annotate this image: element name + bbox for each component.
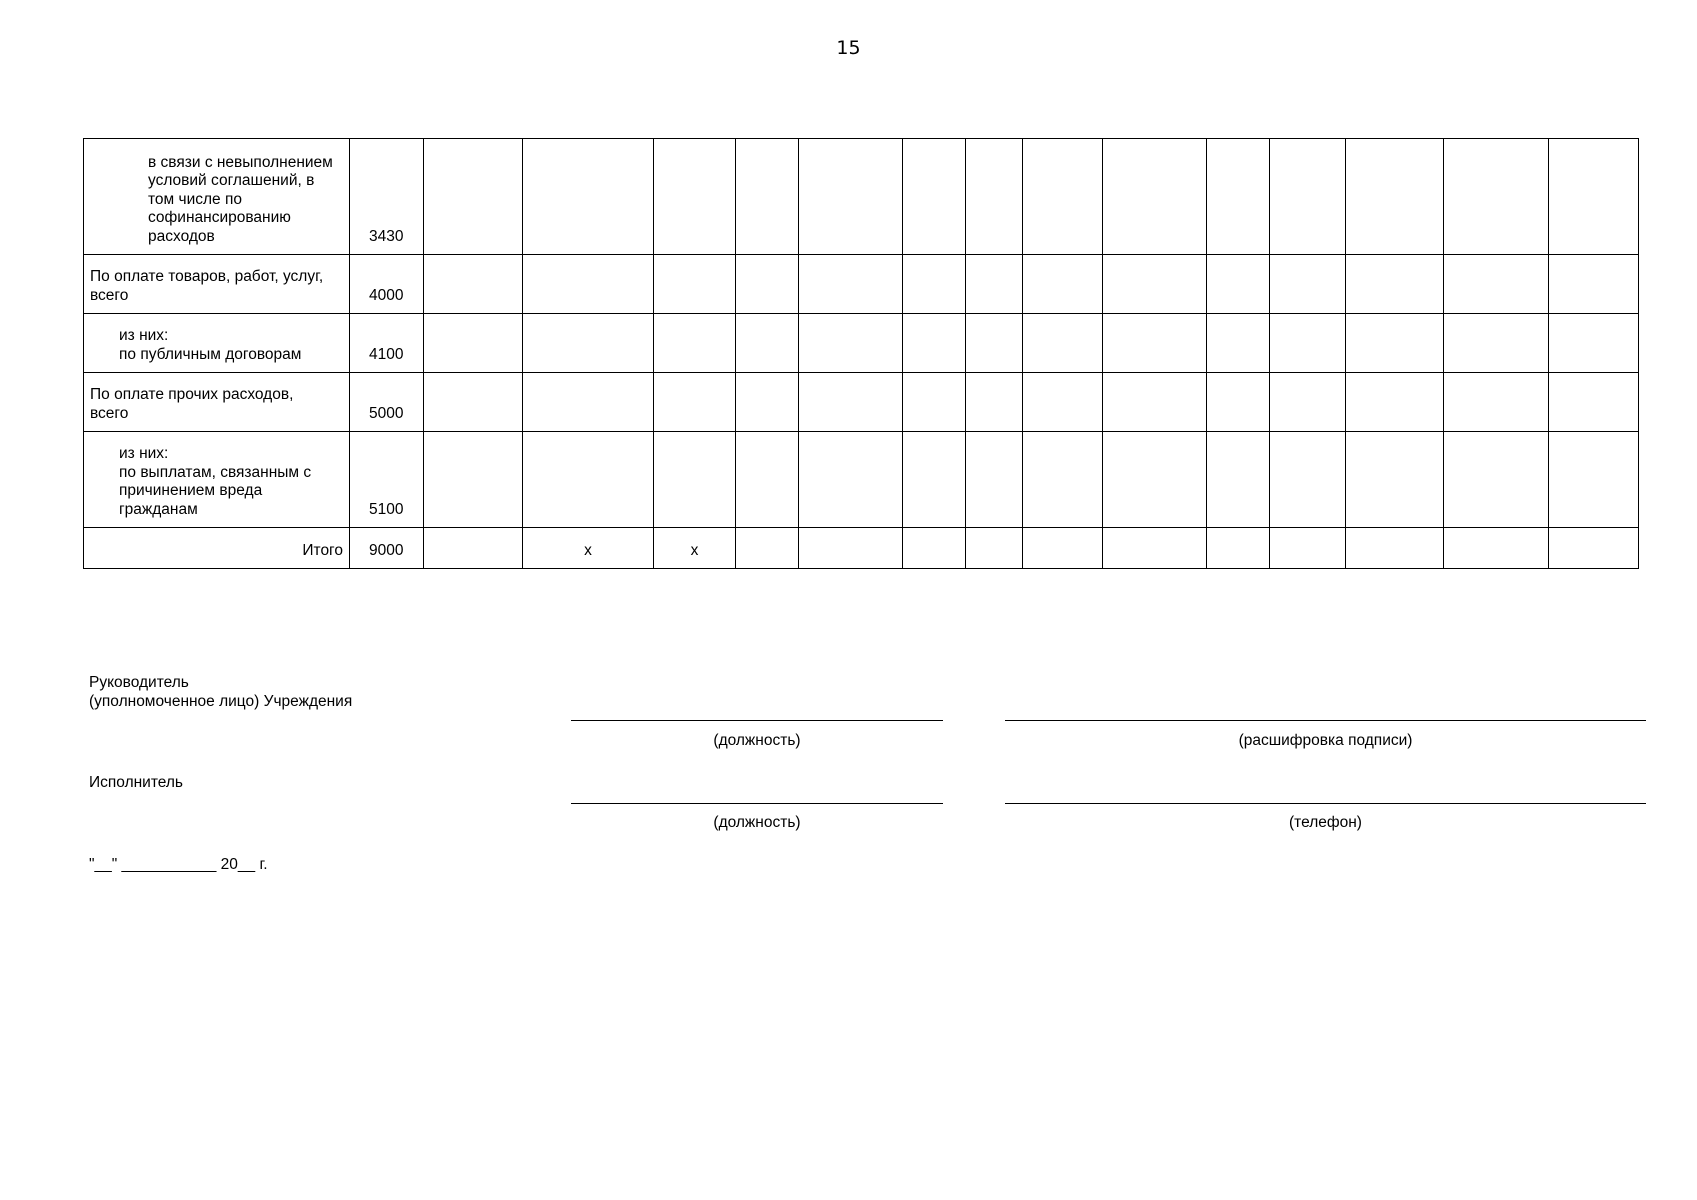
table-cell bbox=[1207, 528, 1270, 569]
table-cell bbox=[1346, 373, 1444, 432]
table-cell bbox=[654, 139, 736, 255]
row-code: 5000 bbox=[350, 373, 424, 432]
table-cell bbox=[1549, 373, 1639, 432]
executor-phone-line bbox=[1005, 803, 1646, 804]
table-cell bbox=[523, 255, 654, 314]
date-line: "__" ___________ 20__ г. bbox=[89, 856, 268, 873]
table-cell bbox=[966, 255, 1023, 314]
table-cell bbox=[799, 314, 903, 373]
table-cell bbox=[1549, 139, 1639, 255]
table-cell bbox=[1207, 373, 1270, 432]
table-cell bbox=[523, 432, 654, 528]
table-cell bbox=[1549, 314, 1639, 373]
table-cell bbox=[1444, 373, 1549, 432]
table-cell bbox=[736, 314, 799, 373]
head-position-line bbox=[571, 720, 943, 721]
report-table-body bbox=[84, 139, 1639, 569]
table-cell bbox=[1270, 432, 1346, 528]
table-cell bbox=[736, 528, 799, 569]
table-cell bbox=[1207, 314, 1270, 373]
table-cell bbox=[424, 255, 523, 314]
table-cell bbox=[966, 528, 1023, 569]
table-cell bbox=[736, 432, 799, 528]
table-cell bbox=[1023, 432, 1103, 528]
table-cell bbox=[523, 139, 654, 255]
row-label: По оплате прочих расходов, всего bbox=[84, 373, 350, 432]
table-cell bbox=[1023, 528, 1103, 569]
table-cell bbox=[966, 373, 1023, 432]
head-decoding-caption: (расшифровка подписи) bbox=[1238, 732, 1413, 749]
table-cell bbox=[1549, 528, 1639, 569]
row-label: Итого bbox=[84, 528, 350, 569]
page-number: 15 bbox=[836, 37, 861, 59]
table-cell bbox=[1270, 139, 1346, 255]
table-row bbox=[84, 432, 1639, 528]
table-cell bbox=[1444, 432, 1549, 528]
table-cell bbox=[903, 373, 966, 432]
table-cell bbox=[736, 373, 799, 432]
table-cell bbox=[966, 139, 1023, 255]
table-cell bbox=[1103, 314, 1207, 373]
table-cell bbox=[1103, 139, 1207, 255]
table-cell bbox=[799, 528, 903, 569]
table-row bbox=[84, 255, 1639, 314]
executor-label: Исполнитель bbox=[89, 774, 183, 791]
table-cell bbox=[1103, 528, 1207, 569]
table-cell bbox=[424, 373, 523, 432]
table-cell bbox=[1270, 255, 1346, 314]
table-cell bbox=[1207, 139, 1270, 255]
executor-position-line bbox=[571, 803, 943, 804]
table-cell bbox=[1103, 373, 1207, 432]
table-cell bbox=[799, 255, 903, 314]
table-cell bbox=[1103, 255, 1207, 314]
table-row bbox=[84, 528, 1639, 569]
table-cell bbox=[424, 528, 523, 569]
table-cell bbox=[799, 432, 903, 528]
report-table bbox=[83, 138, 1639, 569]
table-cell bbox=[1207, 432, 1270, 528]
table-cell bbox=[1346, 314, 1444, 373]
table-cell bbox=[1270, 528, 1346, 569]
table-row bbox=[84, 314, 1639, 373]
table-cell bbox=[1444, 139, 1549, 255]
table-cell bbox=[1346, 432, 1444, 528]
table-cell bbox=[1103, 432, 1207, 528]
table-cell bbox=[903, 432, 966, 528]
table-cell bbox=[1444, 314, 1549, 373]
table-row bbox=[84, 373, 1639, 432]
table-cell bbox=[1207, 255, 1270, 314]
table-cell bbox=[1549, 255, 1639, 314]
table-cell bbox=[1270, 373, 1346, 432]
table-cell bbox=[523, 314, 654, 373]
table-cell bbox=[424, 139, 523, 255]
table-cell: x bbox=[654, 528, 736, 569]
table-cell bbox=[736, 255, 799, 314]
executor-phone-caption: (телефон) bbox=[1289, 814, 1362, 831]
table-cell bbox=[523, 373, 654, 432]
row-code: 3430 bbox=[350, 139, 424, 255]
row-code: 4000 bbox=[350, 255, 424, 314]
row-label: из них: по выплатам, связанным с причинением вреда гражданам bbox=[84, 432, 350, 528]
row-code: 4100 bbox=[350, 314, 424, 373]
row-label: По оплате товаров, работ, услуг, всего bbox=[84, 255, 350, 314]
row-label: из них: по публичным договорам bbox=[84, 314, 350, 373]
table-cell: x bbox=[523, 528, 654, 569]
table-cell bbox=[903, 314, 966, 373]
table-cell bbox=[903, 528, 966, 569]
table-cell bbox=[1023, 139, 1103, 255]
table-cell bbox=[1346, 528, 1444, 569]
executor-position-caption: (должность) bbox=[713, 814, 801, 831]
table-cell bbox=[903, 255, 966, 314]
table-cell bbox=[1023, 255, 1103, 314]
table-cell bbox=[424, 314, 523, 373]
table-row bbox=[84, 139, 1639, 255]
row-code: 9000 bbox=[350, 528, 424, 569]
head-decoding-line bbox=[1005, 720, 1646, 721]
table-cell bbox=[1270, 314, 1346, 373]
table-cell bbox=[654, 314, 736, 373]
table-cell bbox=[1346, 255, 1444, 314]
table-cell bbox=[799, 373, 903, 432]
row-label: в связи с невыполнением условий соглашений, в том числе по софинансированию расходов bbox=[84, 139, 350, 255]
head-position-caption: (должность) bbox=[713, 732, 801, 749]
table-cell bbox=[654, 373, 736, 432]
table-cell bbox=[1023, 314, 1103, 373]
table-cell bbox=[654, 432, 736, 528]
table-cell bbox=[654, 255, 736, 314]
table-cell bbox=[1444, 255, 1549, 314]
row-code: 5100 bbox=[350, 432, 424, 528]
table-cell bbox=[966, 314, 1023, 373]
table-cell bbox=[1444, 528, 1549, 569]
table-cell bbox=[966, 432, 1023, 528]
head-label: Руководитель (уполномоченное лицо) Учреждения bbox=[89, 674, 353, 710]
table-cell bbox=[1549, 432, 1639, 528]
table-cell bbox=[424, 432, 523, 528]
table-cell bbox=[736, 139, 799, 255]
table-cell bbox=[1346, 139, 1444, 255]
table-cell bbox=[1023, 373, 1103, 432]
table-cell bbox=[799, 139, 903, 255]
table-cell bbox=[903, 139, 966, 255]
